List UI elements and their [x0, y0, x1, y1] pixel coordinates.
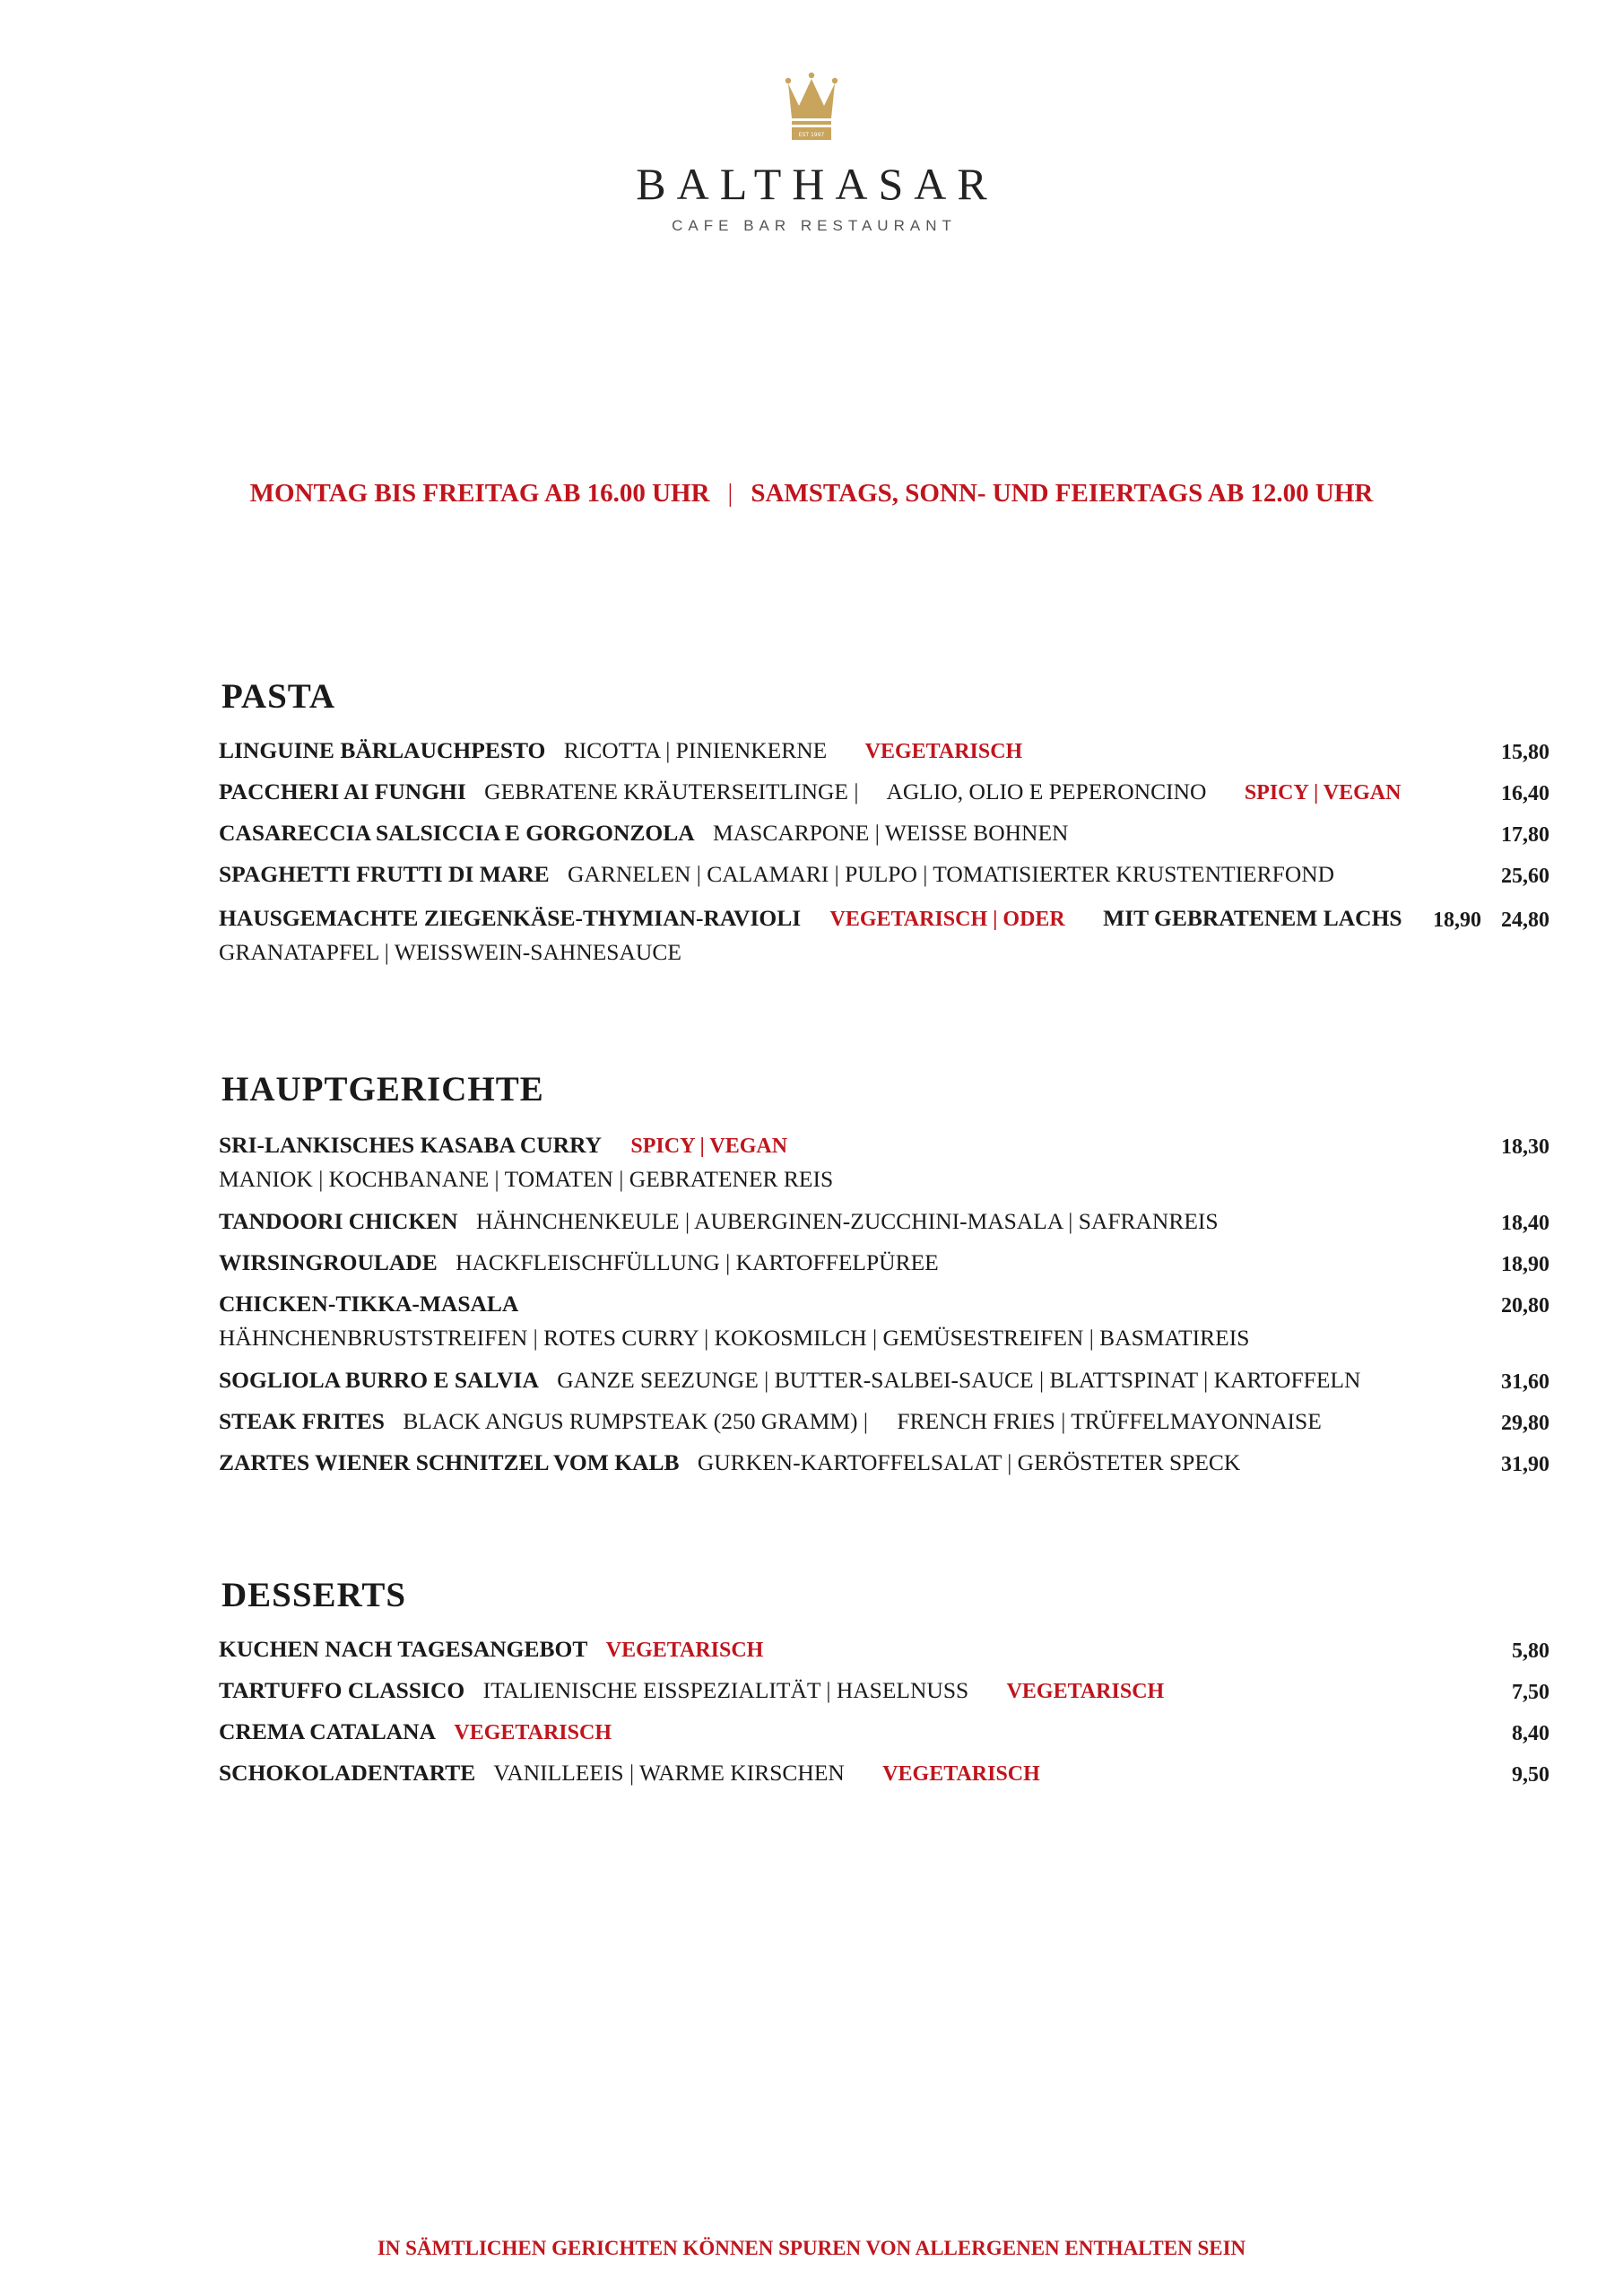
item-description: GEBRATENE KRÄUTERSEITLINGE |: [484, 778, 859, 804]
item-price: 5,80: [1512, 1639, 1549, 1663]
item-description: MASCARPONE | WEISSE BOHNEN: [713, 820, 1069, 846]
item-price: 18,90: [1501, 1253, 1549, 1276]
opening-hours: [0, 479, 1623, 509]
item-price: 8,40: [1512, 1722, 1549, 1745]
item-name: SOGLIOLA BURRO E SALVIA: [219, 1367, 539, 1393]
crown-logo-icon: [785, 72, 838, 145]
item-name: STEAK FRITES: [219, 1408, 385, 1434]
menu-item: [219, 820, 1549, 847]
diet-tag: VEGETARISCH | ODER: [829, 908, 1065, 931]
menu-item: [219, 905, 1549, 966]
menu-item: [219, 737, 1549, 764]
diet-tag: VEGETARISCH: [882, 1762, 1040, 1786]
item-name: LINGUINE BÄRLAUCHPESTO: [219, 737, 546, 763]
item-description: HÄHNCHENKEULE | AUBERGINEN-ZUCCHINI-MASALA | SAFRANREIS: [475, 1208, 1219, 1234]
item-name: SRI-LANKISCHES KASABA CURRY: [219, 1132, 603, 1158]
section-title: DESSERTS: [221, 1576, 407, 1614]
menu-item: [219, 1367, 1549, 1394]
item-price: 31,60: [1501, 1370, 1549, 1394]
item-description: BLACK ANGUS RUMPSTEAK (250 GRAMM) |: [403, 1408, 869, 1434]
emblem-text: EST 1997: [798, 132, 825, 138]
item-name: ZARTES WIENER SCHNITZEL VOM KALB: [219, 1449, 680, 1475]
item-description: VANILLEEIS | WARME KIRSCHEN: [493, 1760, 845, 1786]
menu-item: [219, 1208, 1549, 1235]
item-price: 16,40: [1501, 782, 1549, 805]
item-description: RICOTTA | PINIENKERNE: [563, 737, 828, 763]
item-description: HACKFLEISCHFÜLLUNG | KARTOFFELPÜREE: [456, 1249, 939, 1275]
item-name: SCHOKOLADENTARTE: [219, 1760, 476, 1786]
hours-weekend: SAMSTAGS, SONN- UND FEIERTAGS AB 12.00 UHR: [751, 479, 1374, 508]
item-name: CASARECCIA SALSICCIA E GORGONZOLA: [219, 820, 695, 846]
item-price-alt: 18,90: [1433, 909, 1481, 932]
allergen-notice: IN SÄMTLICHEN GERICHTEN KÖNNEN SPUREN VON ALLERGENEN ENTHALTEN SEIN: [377, 2237, 1246, 2259]
item-description: GRANATAPFEL | WEISSWEIN-SAHNESAUCE: [219, 939, 681, 965]
brand-name: BALTHASAR: [636, 159, 998, 209]
item-price: 31,90: [1501, 1453, 1549, 1476]
item-name: TARTUFFO CLASSICO: [219, 1677, 465, 1703]
item-price: 18,30: [1501, 1135, 1549, 1159]
item-description: HÄHNCHENBRUSTSTREIFEN | ROTES CURRY | KOKOSMILCH | GEMÜSESTREIFEN | BASMATIREIS: [219, 1325, 1250, 1351]
item-name: KUCHEN NACH TAGESANGEBOT: [219, 1636, 588, 1662]
item-price: 9,50: [1512, 1763, 1549, 1787]
item-name: PACCHERI AI FUNGHI: [219, 778, 466, 804]
item-price: 18,40: [1501, 1212, 1549, 1235]
item-description: GARNELEN | CALAMARI | PULPO | TOMATISIERTER KRUSTENTIERFOND: [568, 861, 1335, 887]
item-price: 20,80: [1501, 1294, 1549, 1318]
menu-item: [219, 1449, 1549, 1476]
menu-item: [219, 1677, 1549, 1704]
hours-separator: |: [727, 479, 733, 508]
menu-item: [219, 1291, 1549, 1352]
menu-item: [219, 1636, 1549, 1663]
item-description: GURKEN-KARTOFFELSALAT | GERÖSTETER SPECK: [697, 1449, 1241, 1475]
section-title: PASTA: [221, 677, 336, 716]
item-option: MIT GEBRATENEM LACHS: [1103, 905, 1402, 931]
item-description-extra: AGLIO, OLIO E PEPERONCINO: [886, 778, 1207, 804]
menu-item: [219, 778, 1549, 805]
item-description: GANZE SEEZUNGE | BUTTER-SALBEI-SAUCE | BLATTSPINAT | KARTOFFELN: [557, 1367, 1361, 1393]
item-name: CREMA CATALANA: [219, 1718, 437, 1744]
menu-item: [219, 861, 1549, 888]
item-name: WIRSINGROULADE: [219, 1249, 438, 1275]
hours-weekdays: MONTAG BIS FREITAG AB 16.00 UHR: [249, 479, 710, 508]
restaurant-header: [0, 72, 1623, 235]
menu-item: [219, 1132, 1549, 1193]
diet-tag: SPICY | VEGAN: [1244, 781, 1402, 804]
item-name: CHICKEN-TIKKA-MASALA: [219, 1291, 519, 1317]
item-price: 17,80: [1501, 823, 1549, 847]
diet-tag: VEGETARISCH: [864, 740, 1023, 763]
menu-item: [219, 1408, 1549, 1435]
menu-item: [219, 1760, 1549, 1787]
menu-item: [219, 1718, 1549, 1745]
item-description: ITALIENISCHE EISSPEZIALITÄT | HASELNUSS: [482, 1677, 969, 1703]
item-description: MANIOK | KOCHBANANE | TOMATEN | GEBRATENER REIS: [219, 1166, 834, 1192]
item-description-extra: FRENCH FRIES | TRÜFFELMAYONNAISE: [897, 1408, 1322, 1434]
item-price: 24,80: [1501, 909, 1549, 932]
item-price: 7,50: [1512, 1681, 1549, 1704]
diet-tag: VEGETARISCH: [1006, 1680, 1165, 1703]
brand-subtitle: CAFE BAR RESTAURANT: [672, 217, 957, 234]
diet-tag: SPICY | VEGAN: [630, 1135, 788, 1158]
item-name: SPAGHETTI FRUTTI DI MARE: [219, 861, 550, 887]
item-name: TANDOORI CHICKEN: [219, 1208, 458, 1234]
item-price: 29,80: [1501, 1412, 1549, 1435]
menu-item: [219, 1249, 1549, 1276]
item-name: HAUSGEMACHTE ZIEGENKÄSE-THYMIAN-RAVIOLI: [219, 905, 802, 931]
diet-tag: VEGETARISCH: [454, 1721, 612, 1744]
diet-tag: VEGETARISCH: [605, 1639, 764, 1662]
item-price: 15,80: [1501, 741, 1549, 764]
item-price: 25,60: [1501, 865, 1549, 888]
section-title: HAUPTGERICHTE: [221, 1070, 544, 1109]
